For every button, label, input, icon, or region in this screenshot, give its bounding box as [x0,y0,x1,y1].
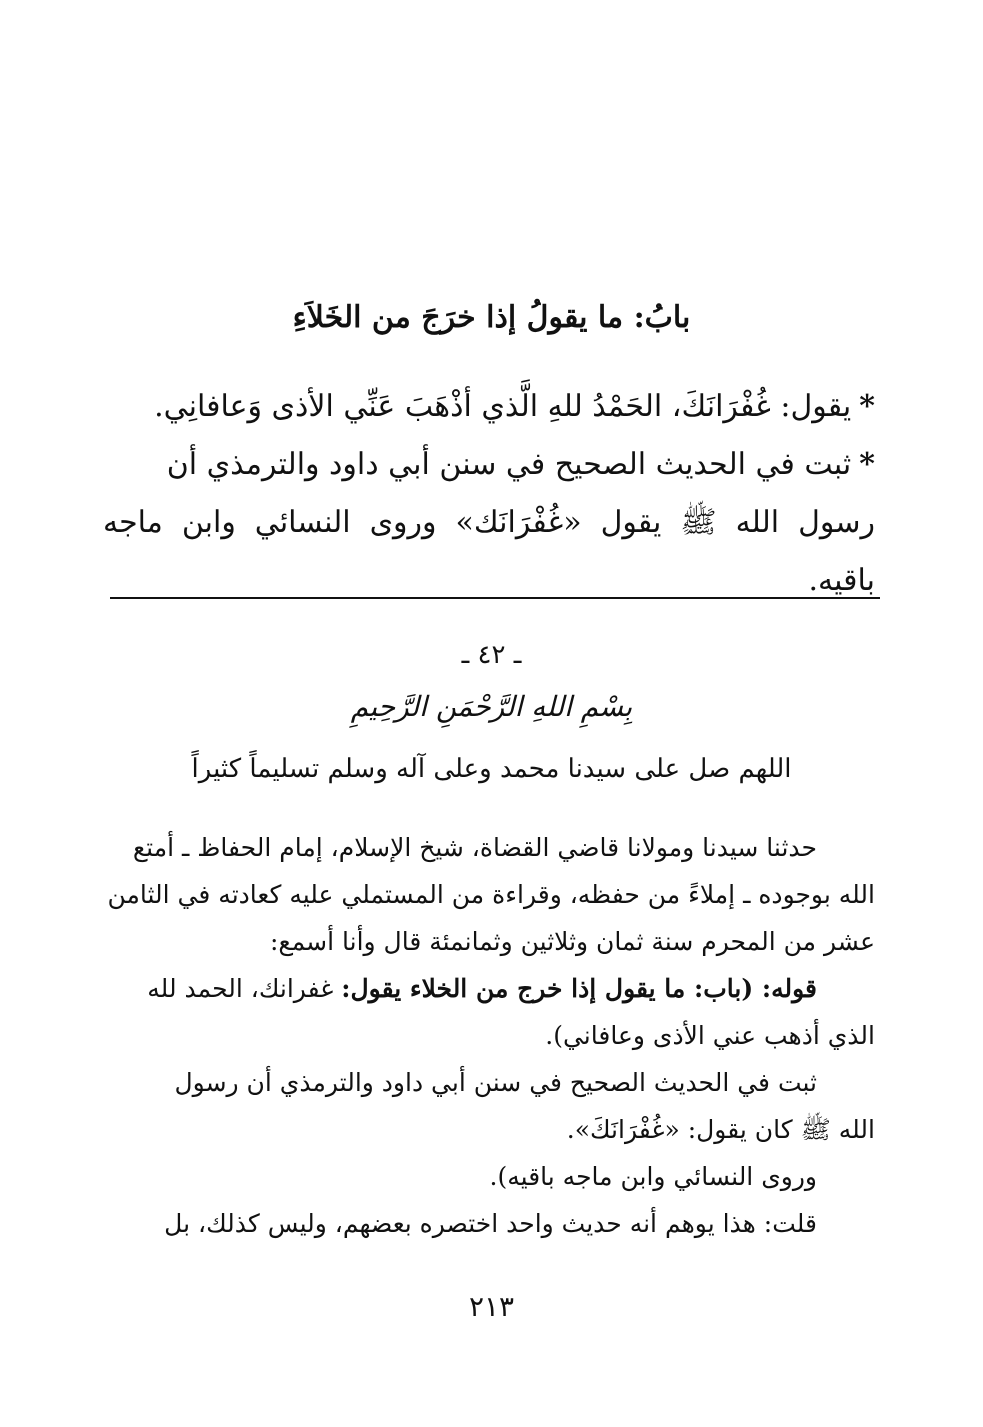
basmala: بِسْمِ اللهِ الرَّحْمَنِ الرَّحِيمِ [350,690,633,723]
paragraph-3-line-2: الله ﷺ كان يقول: «غُفْرَانَكَ». [566,1115,875,1144]
paragraph-5-line-1: قلت: هذا يوهم أنه حديث واحد اختصره بعضهم، وليس كذلك، بل [164,1209,817,1238]
divider-line [110,597,880,599]
top-line-3: رسول الله ﷺ يقول «غُفْرَانَك» وروى النسائي وابن ماجه باقيه. [103,505,875,598]
chapter-heading: بابُ: ما يقولُ إذا خرَجَ من الخَلاَءِ [292,300,691,335]
commentary-body [107,824,875,1247]
paragraph-2 [107,965,875,1059]
page-number: ٢١٣ [468,1290,515,1323]
paragraph-4 [107,1153,875,1200]
top-line-1 [103,378,875,436]
paragraph-2-line-1 [107,965,875,1012]
chapter-number: ـ ٤٢ ـ [461,640,522,670]
asterisk-icon: * [859,447,875,482]
paragraph-2-line-2: الذي أذهب عني الأذى وعافاني). [545,1021,875,1050]
paragraph-2-line-1-text: غفرانك، الحمد لله [147,974,334,1003]
top-line-1-text: يقول: غُفْرَانَكَ، الحَمْدُ للهِ الَّذي أذْهَبَ عَنِّي الأذى وَعافانِي. [154,389,852,424]
paragraph-1-line-2: الله بوجوده ـ إملاءً من حفظه، وقراءة من المستملي عليه كعادته في الثامن [107,880,875,909]
paragraph-1-line-3: عشر من المحرم سنة ثمان وثلاثين وثمانمئة قال وأنا أسمع: [269,927,875,956]
paragraph-2-keyword: قوله: (باب: ما يقول إذا خرج من الخلاء يقول: [341,974,817,1003]
top-line-2 [103,436,875,494]
paragraph-1-line-1: حدثنا سيدنا ومولانا قاضي القضاة، شيخ الإسلام، إمام الحفاظ ـ أمتع [132,833,817,862]
asterisk-icon: * [859,389,875,424]
top-line-2-text: ثبت في الحديث الصحيح في سنن أبي داود والترمذي أن [166,447,852,482]
top-section [103,378,875,610]
paragraph-5 [107,1200,875,1247]
salutation-line: اللهم صل على سيدنا محمد وعلى آله وسلم تسليماً كثيراً [191,754,792,784]
paragraph-4-line-1: وروى النسائي وابن ماجه باقيه). [489,1162,817,1191]
paragraph-3-line-1: ثبت في الحديث الصحيح في سنن أبي داود والترمذي أن رسول [174,1068,817,1097]
paragraph-1 [107,824,875,965]
paragraph-3 [107,1059,875,1153]
